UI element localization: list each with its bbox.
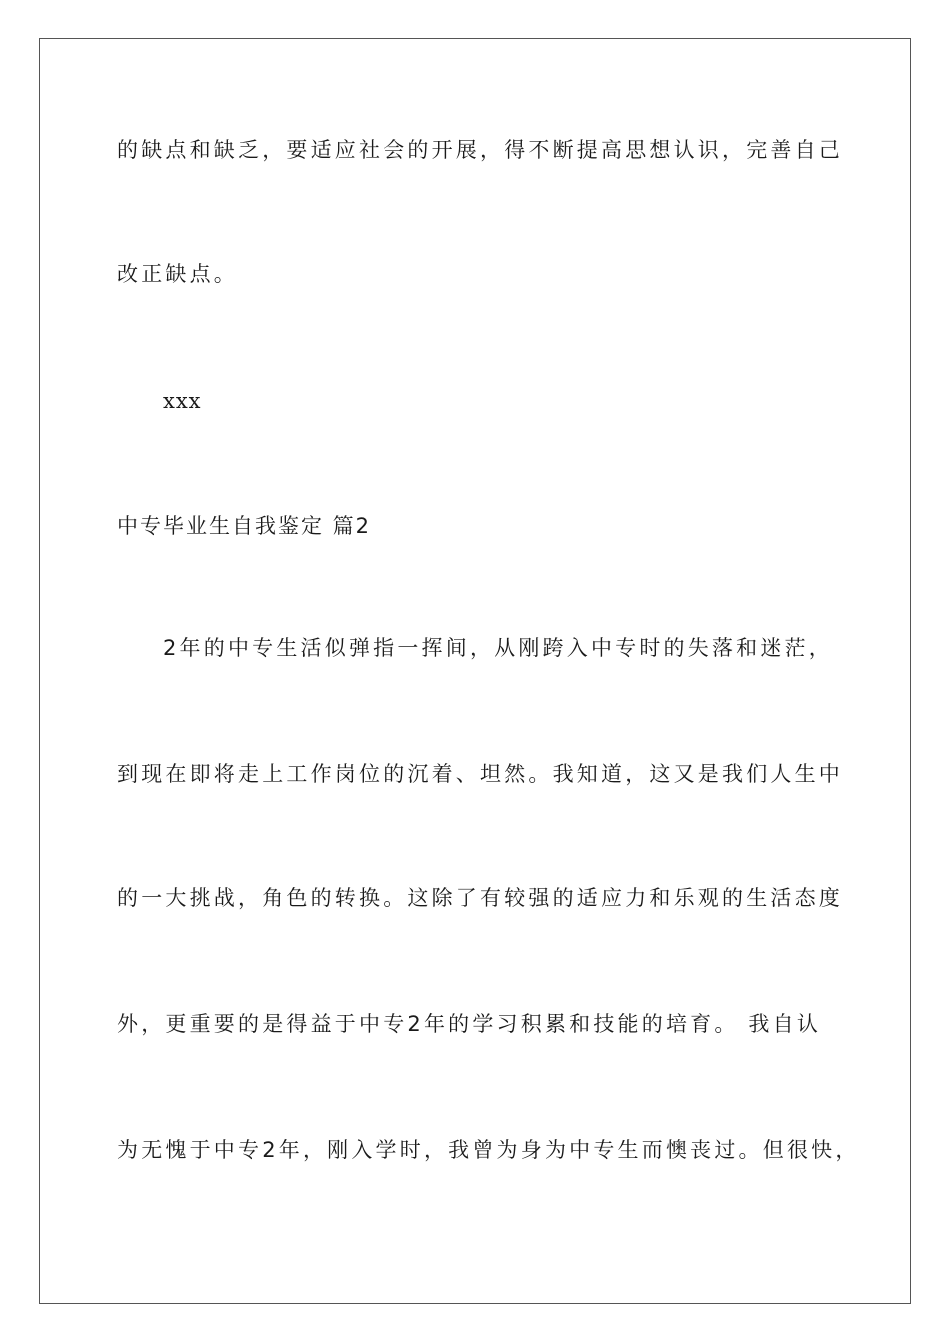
body-text-line: 改正缺点。	[117, 262, 238, 286]
body-text-line: 为无愧于中专2年，刚入学时，我曾为身为中专生而懊丧过。但很快，	[117, 1138, 860, 1162]
body-text-line: 2年的中专生活似弹指一挥间，从刚跨入中专时的失落和迷茫，	[163, 636, 833, 660]
body-text-line: 外，更重要的是得益于中专2年的学习积累和技能的培育。 我自认	[117, 1012, 822, 1036]
body-text-line: 的一大挑战，角色的转换。这除了有较强的适应力和乐观的生活态度	[117, 886, 843, 910]
page-border	[39, 38, 911, 1304]
section-heading: 中专毕业生自我鉴定 篇2	[117, 514, 372, 538]
body-text-line: 的缺点和缺乏，要适应社会的开展，得不断提高思想认识，完善自己	[117, 138, 843, 162]
signature-name: xxx	[163, 389, 202, 413]
body-text-line: 到现在即将走上工作岗位的沉着、坦然。我知道，这又是我们人生中	[117, 762, 843, 786]
